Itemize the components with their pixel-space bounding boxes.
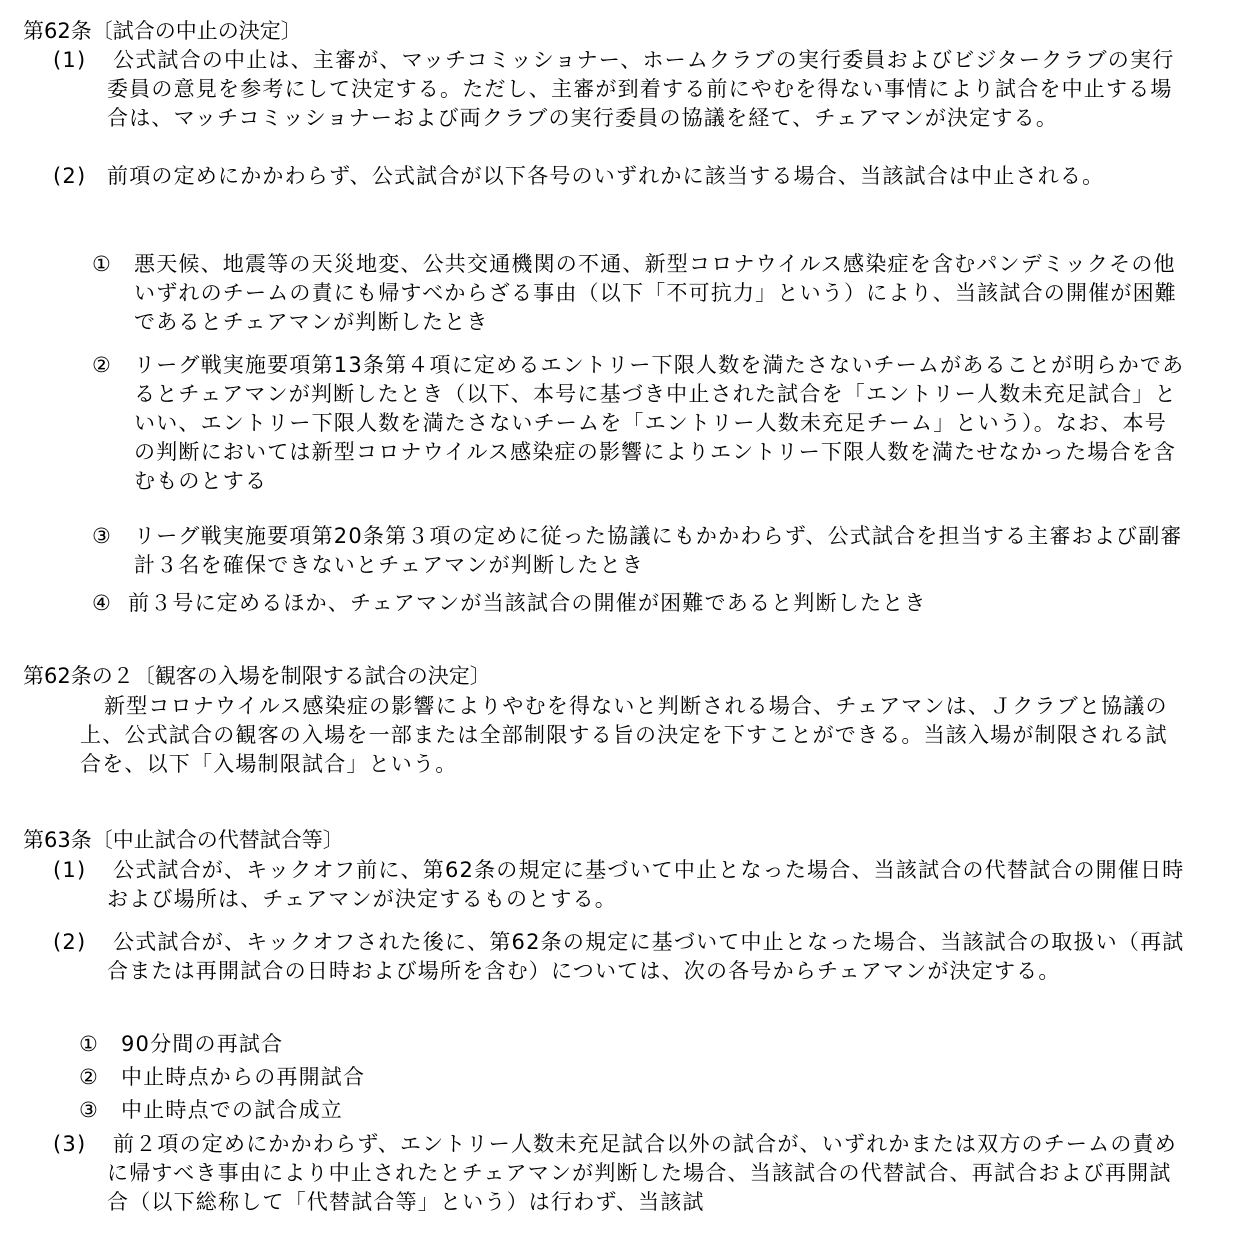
article-62-item-4 (92, 589, 1186, 618)
paragraph-text: 前項の定めにかかわらず、公式試合が以下各号のいずれかに該当する場合、当該試合は中止される。 (107, 164, 1105, 188)
item-marker: ① (79, 1032, 100, 1056)
item-text: リーグ戦実施要項第13条第４項に定めるエントリー下限人数を満たさないチームがあることが明らかであるとチェアマンが判断したとき（以下、本号に基づき中止された試合を「エントリー人数未充足試合」といい、エントリー下限人数を満たさないチームを「エントリー人数未充足チーム」という）。なお、本号の判断においては新型コロナウイルス感染症の影響によりエントリー下限人数を満たせなかった場合を含むものとする (134, 353, 1185, 493)
article-62-item-3 (92, 522, 1186, 580)
item-marker: ④ (92, 591, 113, 615)
item-marker: ③ (92, 524, 113, 548)
item-text: 中止時点からの再開試合 (121, 1065, 366, 1089)
article-62-2-body: 新型コロナウイルス感染症の影響によりやむを得ないと判断される場合、チェアマンは、Ｊクラブと協議の上、公式試合の観客の入場を一部または全部制限する旨の決定を下すことができる。当該入場が制限される試合を、以下「入場制限試合」という。 (80, 694, 1168, 776)
paragraph-marker: (1) (53, 48, 87, 72)
article-63-item-2 (79, 1063, 1121, 1092)
article-62-item-1 (92, 250, 1186, 337)
article-63-item-3 (79, 1096, 1121, 1125)
paragraph-marker: (2) (53, 164, 87, 188)
paragraph-marker: (1) (53, 858, 87, 882)
item-marker: ② (79, 1065, 100, 1089)
item-text: 90分間の再試合 (121, 1032, 284, 1056)
article-63-paragraph-1 (53, 856, 1187, 914)
paragraph-text: 公式試合が、キックオフされた後に、第62条の規定に基づいて中止となった場合、当該試合の取扱い（再試合または再開試合の日時および場所を含む）については、次の各号からチェアマンが決定する。 (107, 930, 1185, 983)
article-63-item-1 (79, 1030, 1121, 1059)
paragraph-text: 前２項の定めにかかわらず、エントリー人数未充足試合以外の試合が、いずれかまたは双方のチームの責めに帰すべき事由により中止されたとチェアマンが判断した場合、当該試合の代替試合、再試合および再開試合（以下総称して「代替試合等」という）は行わず、当該試 (107, 1132, 1177, 1214)
item-marker: ① (92, 252, 113, 276)
item-marker: ③ (79, 1098, 100, 1122)
paragraph-text: 公式試合の中止は、主審が、マッチコミッショナー、ホームクラブの実行委員およびビジタークラブの実行委員の意見を参考にして決定する。ただし、主審が到着する前にやむを得ない事情により試合を中止する場合は、マッチコミッショナーおよび両クラブの実行委員の協議を経て、チェアマンが決定する。 (107, 48, 1175, 130)
article-62-2-heading: 第62条の２〔観客の入場を制限する試合の決定〕 (23, 664, 491, 688)
item-text: 悪天候、地震等の天災地変、公共交通機関の不通、新型コロナウイルス感染症を含むパンデミックその他いずれのチームの責にも帰すべからざる事由（以下「不可抗力」という）により、当該試合の開催が困難であるとチェアマンが判断したとき (134, 252, 1177, 334)
item-marker: ② (92, 353, 113, 377)
article-63-paragraph-3 (53, 1130, 1187, 1217)
paragraph-marker: (3) (53, 1132, 87, 1156)
article-63-heading: 第63条〔中止試合の代替試合等〕 (23, 828, 344, 852)
article-62-paragraph-2 (53, 162, 1187, 191)
article-63-paragraph-2 (53, 928, 1187, 986)
paragraph-marker: (2) (53, 930, 87, 954)
article-62-item-2 (92, 351, 1186, 496)
item-text: 中止時点での試合成立 (121, 1098, 343, 1122)
item-text: 前３号に定めるほか、チェアマンが当該試合の開催が困難であると判断したとき (128, 591, 927, 615)
article-62-paragraph-1 (53, 46, 1187, 133)
paragraph-text: 公式試合が、キックオフ前に、第62条の規定に基づいて中止となった場合、当該試合の代替試合の開催日時および場所は、チェアマンが決定するものとする。 (107, 858, 1185, 911)
article-62-heading: 第62条〔試合の中止の決定〕 (23, 19, 302, 43)
item-text: リーグ戦実施要項第20条第３項の定めに従った協議にもかかわらず、公式試合を担当する主審および副審計３名を確保できないとチェアマンが判断したとき (134, 524, 1183, 577)
